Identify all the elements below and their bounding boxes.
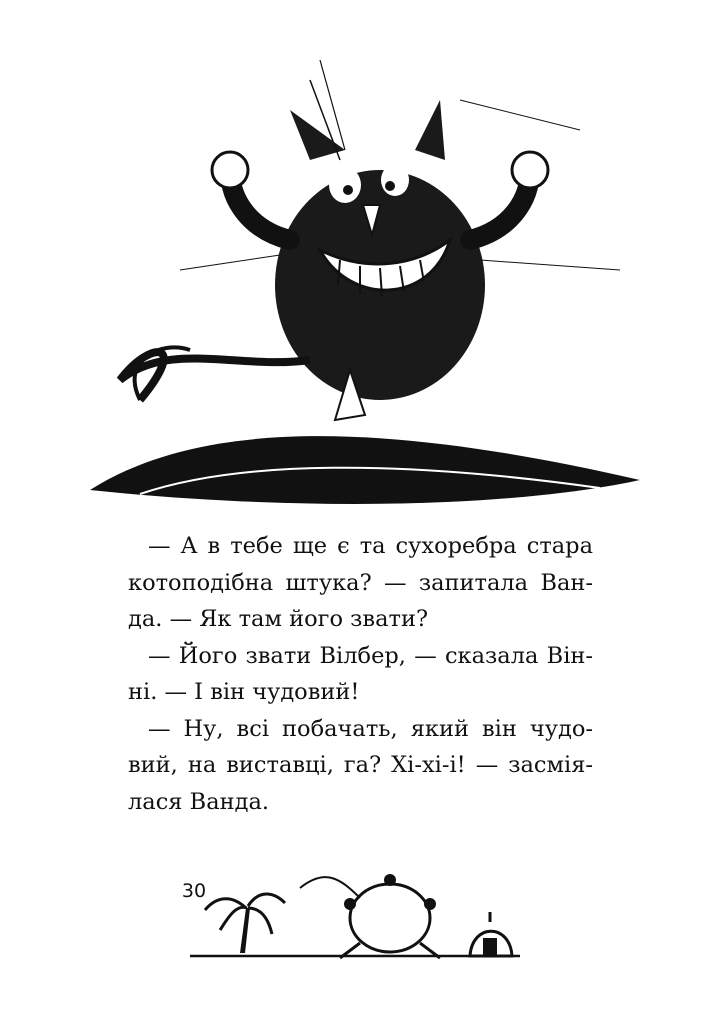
text-line: — Ну, всі побачать, який він чудо- xyxy=(148,715,593,742)
text-line: — Його звати Вілбер, — сказала Він- xyxy=(148,642,593,669)
page-number: 30 xyxy=(181,880,207,902)
text-line: — А в тебе ще є та сухоребра стара xyxy=(148,533,593,559)
story-text xyxy=(128,528,593,820)
page-number-ornament-illustration xyxy=(190,848,530,968)
text-line: да. — Як там його звати? xyxy=(128,606,429,632)
furry-cat-creature-illustration xyxy=(80,40,660,510)
text-line: котоподібна штука? — запитала Ван- xyxy=(128,569,593,596)
text-line: лася Ванда. xyxy=(128,788,270,815)
text-line: ні. — І він чудовий! xyxy=(128,679,360,705)
text-line: вий, на виставці, га? Хі-хі-і! — засмія- xyxy=(128,752,593,778)
